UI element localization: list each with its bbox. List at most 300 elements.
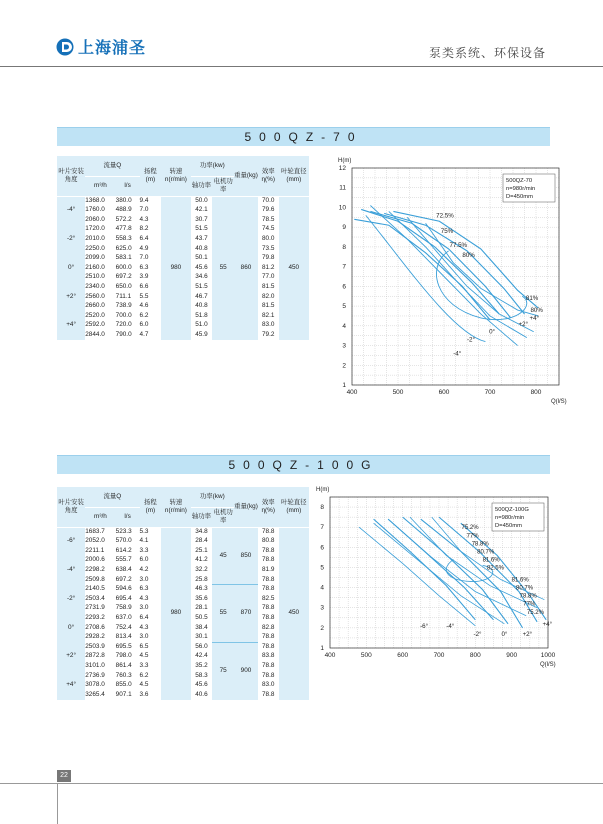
spec-table-500qz-70: [57, 156, 309, 340]
flow-m3h-cell: 1720.0: [85, 225, 115, 235]
y-tick-label: 6: [342, 283, 346, 291]
angle-label: -2°: [473, 630, 482, 638]
flow-m3h-cell: 3078.0: [85, 681, 115, 691]
blade-angle-cell: +4°: [57, 671, 85, 700]
brand-name: 上海浦圣: [78, 40, 147, 57]
head-cell: 3.3: [140, 661, 162, 671]
y-tick-label: 1: [342, 382, 346, 389]
efficiency-cell: 83.0: [258, 321, 279, 331]
shaft-power-cell: 58.3: [191, 671, 213, 681]
header-impeller-diameter: 叶轮直径(mm): [279, 156, 309, 196]
y-tick-label: 9: [342, 224, 346, 232]
efficiency-cell: 78.8: [258, 661, 279, 671]
flow-m3h-cell: 2872.8: [85, 652, 115, 662]
blade-angle-cell: -4°: [57, 196, 85, 225]
y-tick-label: 3: [342, 342, 346, 350]
shaft-power-cell: 51.5: [191, 225, 213, 235]
flow-ls-cell: 738.9: [116, 302, 140, 312]
flow-ls-cell: 861.4: [116, 661, 140, 671]
shaft-power-cell: 40.6: [191, 690, 213, 700]
flow-ls-cell: 720.0: [116, 321, 140, 331]
efficiency-label: 75%: [440, 228, 454, 236]
header-flow-ls: l/s: [116, 176, 140, 196]
efficiency-label: 81.6%: [482, 557, 500, 564]
efficiency-label: 78.8%: [471, 541, 489, 548]
efficiency-cell: 78.8: [258, 671, 279, 681]
angle-label: +2°: [518, 320, 529, 328]
head-cell: 4.3: [140, 215, 162, 225]
flow-m3h-cell: 2052.0: [85, 537, 115, 547]
flow-m3h-cell: 1683.7: [85, 527, 115, 537]
header-head: 扬程(m): [140, 487, 162, 527]
angle-label: +4°: [529, 314, 540, 322]
angle-label: -4°: [453, 350, 462, 358]
flow-m3h-cell: 2140.5: [85, 585, 115, 595]
flow-m3h-cell: 2928.2: [85, 633, 115, 643]
head-cell: 9.4: [140, 196, 162, 206]
efficiency-cell: 78.8: [258, 556, 279, 566]
header-power: 功率(kw): [191, 156, 234, 176]
flow-ls-cell: 711.1: [116, 292, 140, 302]
angle-label: -6°: [420, 622, 429, 630]
efficiency-cell: 83.8: [258, 652, 279, 662]
efficiency-cell: 82.5: [258, 594, 279, 604]
performance-chart-500qz-100g: [310, 488, 555, 678]
header-shaft-power: 轴功率: [191, 507, 213, 527]
flow-m3h-cell: 2660.0: [85, 302, 115, 312]
flow-ls-cell: 570.0: [116, 537, 140, 547]
blade-angle-cell: +4°: [57, 311, 85, 340]
flow-m3h-cell: 1760.0: [85, 206, 115, 216]
shaft-power-cell: 28.1: [191, 604, 213, 614]
shaft-power-cell: 30.1: [191, 633, 213, 643]
efficiency-cell: 79.2: [258, 330, 279, 340]
efficiency-cell: 78.8: [258, 546, 279, 556]
flow-ls-cell: 380.0: [116, 196, 140, 206]
brand-logo: [56, 35, 146, 58]
flow-m3h-cell: 2503.4: [85, 594, 115, 604]
header-flow: 流量Q: [85, 156, 139, 176]
x-tick-label: 1000: [540, 652, 556, 659]
footer-divider: [0, 783, 603, 784]
blade-angle-cell: 0°: [57, 613, 85, 642]
y-tick-label: 12: [338, 165, 346, 172]
table-row: [57, 196, 309, 206]
head-cell: 7.0: [140, 254, 162, 264]
flow-ls-cell: 594.6: [116, 585, 140, 595]
weight-cell: 860: [234, 196, 258, 340]
efficiency-label: 75.2%: [526, 609, 544, 616]
header-speed: 转速n(r/min): [161, 156, 190, 196]
shaft-power-cell: 45.9: [191, 330, 213, 340]
flow-m3h-cell: 2298.2: [85, 565, 115, 575]
x-tick-label: 800: [530, 389, 542, 396]
head-cell: 4.3: [140, 594, 162, 604]
flow-ls-cell: 907.1: [116, 690, 140, 700]
efficiency-cell: 73.5: [258, 244, 279, 254]
flow-m3h-cell: 2592.0: [85, 321, 115, 331]
blade-angle-cell: +2°: [57, 282, 85, 311]
efficiency-cell: 81.5: [258, 282, 279, 292]
blade-angle-cell: -6°: [57, 527, 85, 556]
y-tick-label: 10: [338, 204, 346, 212]
x-tick-label: 600: [438, 389, 450, 396]
flow-ls-cell: 614.2: [116, 546, 140, 556]
y-tick-label: 1: [320, 645, 324, 652]
shaft-power-cell: 46.7: [191, 292, 213, 302]
shaft-power-cell: 43.7: [191, 234, 213, 244]
flow-ls-cell: 600.0: [116, 263, 140, 273]
info-text: D=450mm: [506, 194, 533, 200]
diameter-cell: 450: [279, 527, 309, 700]
page-number: 22: [57, 770, 71, 782]
head-cell: 3.9: [140, 273, 162, 283]
flow-ls-cell: 488.9: [116, 206, 140, 216]
shaft-power-cell: 50.1: [191, 254, 213, 264]
head-cell: 4.2: [140, 565, 162, 575]
blade-angle-cell: -2°: [57, 225, 85, 254]
head-cell: 4.5: [140, 652, 162, 662]
efficiency-cell: 78.8: [258, 585, 279, 595]
y-tick-label: 2: [320, 624, 324, 632]
angle-label: +4°: [542, 620, 553, 628]
x-tick-label: 800: [469, 652, 481, 659]
flow-m3h-cell: 2510.0: [85, 273, 115, 283]
flow-ls-cell: 813.4: [116, 633, 140, 643]
head-cell: 7.0: [140, 206, 162, 216]
flow-m3h-cell: 2736.9: [85, 671, 115, 681]
y-tick-label: 4: [320, 584, 324, 592]
speed-cell: 980: [161, 527, 190, 700]
header-tagline: 泵类系统、环保设备: [428, 46, 546, 60]
header-blade-angle: 叶片安装角度: [57, 487, 85, 527]
shaft-power-cell: 41.2: [191, 556, 213, 566]
x-tick-label: 900: [506, 652, 518, 659]
efficiency-cell: 78.8: [258, 613, 279, 623]
angle-label: +2°: [522, 630, 533, 638]
efficiency-cell: 81.9: [258, 565, 279, 575]
flow-m3h-cell: 2560.0: [85, 292, 115, 302]
shaft-power-cell: 34.6: [191, 273, 213, 283]
shaft-power-cell: 51.8: [191, 311, 213, 321]
shaft-power-cell: 38.4: [191, 623, 213, 633]
head-cell: 3.0: [140, 575, 162, 585]
shaft-power-cell: 40.8: [191, 302, 213, 312]
header-speed: 转速n(r/min): [161, 487, 190, 527]
flow-ls-cell: 477.8: [116, 225, 140, 235]
head-cell: 6.3: [140, 263, 162, 273]
header-motor-power: 电机功率: [212, 507, 234, 527]
flow-ls-cell: 523.3: [116, 527, 140, 537]
header-shaft-power: 轴功率: [191, 176, 213, 196]
shaft-power-cell: 28.4: [191, 537, 213, 547]
head-cell: 4.3: [140, 623, 162, 633]
header-flow-m3h: m³/h: [85, 507, 115, 527]
shaft-power-cell: 35.2: [191, 661, 213, 671]
flow-ls-cell: 638.4: [116, 565, 140, 575]
header-blade-angle: 叶片安装角度: [57, 156, 85, 196]
section-title-500qz-70: 500QZ-70: [57, 127, 550, 146]
flow-m3h-cell: 2000.6: [85, 556, 115, 566]
flow-ls-cell: 583.1: [116, 254, 140, 264]
shaft-power-cell: 51.5: [191, 282, 213, 292]
efficiency-cell: 78.8: [258, 642, 279, 652]
flow-ls-cell: 855.0: [116, 681, 140, 691]
motor-power-cell: 55: [212, 585, 234, 643]
shaft-power-cell: 42.4: [191, 652, 213, 662]
efficiency-label: 80.7%: [477, 549, 495, 556]
shaft-power-cell: 50.0: [191, 196, 213, 206]
efficiency-cell: 80.8: [258, 537, 279, 547]
efficiency-cell: 78.8: [258, 575, 279, 585]
efficiency-label: 80.7%: [516, 585, 534, 592]
x-tick-label: 600: [397, 652, 409, 659]
x-tick-label: 400: [346, 389, 358, 396]
shaft-power-cell: 40.8: [191, 244, 213, 254]
header-flow-m3h: m³/h: [85, 176, 115, 196]
flow-m3h-cell: 3101.0: [85, 661, 115, 671]
flow-ls-cell: 760.3: [116, 671, 140, 681]
efficiency-cell: 70.0: [258, 196, 279, 206]
y-tick-label: 2: [342, 362, 346, 370]
shaft-power-cell: 35.6: [191, 594, 213, 604]
efficiency-cell: 79.8: [258, 254, 279, 264]
head-cell: 4.5: [140, 681, 162, 691]
angle-label: -2°: [467, 336, 475, 344]
flow-m3h-cell: 1368.0: [85, 196, 115, 206]
y-tick-label: 7: [342, 263, 346, 271]
weight-cell: 900: [234, 642, 258, 700]
shaft-power-cell: 42.1: [191, 206, 213, 216]
y-tick-label: 5: [342, 303, 346, 311]
header-efficiency: 效率η(%): [258, 156, 279, 196]
flow-m3h-cell: 2520.0: [85, 311, 115, 321]
motor-power-cell: 55: [212, 196, 234, 340]
efficiency-label: 72.5%: [436, 212, 454, 220]
efficiency-cell: 81.2: [258, 263, 279, 273]
efficiency-cell: 74.5: [258, 225, 279, 235]
angle-label: -4°: [446, 622, 455, 630]
angle-label: 0°: [501, 630, 508, 638]
blade-angle-cell: -2°: [57, 585, 85, 614]
flow-m3h-cell: 2340.0: [85, 282, 115, 292]
efficiency-cell: 83.0: [258, 681, 279, 691]
flow-ls-cell: 697.2: [116, 575, 140, 585]
blade-angle-cell: -4°: [57, 556, 85, 585]
blade-angle-cell: +2°: [57, 642, 85, 671]
shaft-power-cell: 30.7: [191, 215, 213, 225]
shaft-power-cell: 32.2: [191, 565, 213, 575]
header-motor-power: 电机功率: [212, 176, 234, 196]
flow-m3h-cell: 2160.0: [85, 263, 115, 273]
shaft-power-cell: 46.3: [191, 585, 213, 595]
y-tick-label: 4: [342, 322, 346, 330]
flow-m3h-cell: 2099.0: [85, 254, 115, 264]
info-text: 500QZ-70: [506, 178, 533, 184]
efficiency-cell: 82.8: [258, 623, 279, 633]
footer-margin-line: [57, 783, 58, 824]
motor-power-cell: 75: [212, 642, 234, 700]
header-impeller-diameter: 叶轮直径(mm): [279, 487, 309, 527]
head-cell: 4.7: [140, 330, 162, 340]
x-tick-label: 700: [484, 389, 496, 396]
efficiency-cell: 81.5: [258, 302, 279, 312]
flow-m3h-cell: 2250.0: [85, 244, 115, 254]
head-cell: 6.3: [140, 585, 162, 595]
flow-ls-cell: 752.4: [116, 623, 140, 633]
head-cell: 3.0: [140, 633, 162, 643]
section-title-500qz-100g: 500QZ-100G: [57, 455, 550, 474]
efficiency-cell: 78.5: [258, 215, 279, 225]
x-tick-label: 500: [360, 652, 372, 659]
head-cell: 4.6: [140, 302, 162, 312]
weight-cell: 870: [234, 585, 258, 643]
y-tick-label: 6: [320, 544, 324, 552]
header-flow-ls: l/s: [116, 507, 140, 527]
spec-table-500qz-100g: [57, 487, 309, 700]
efficiency-cell: 78.8: [258, 527, 279, 537]
head-cell: 6.5: [140, 642, 162, 652]
head-cell: 4.1: [140, 537, 162, 547]
flow-ls-cell: 697.2: [116, 273, 140, 283]
head-cell: 4.9: [140, 244, 162, 254]
head-cell: 6.2: [140, 671, 162, 681]
y-axis-label: H(m): [316, 487, 330, 493]
efficiency-cell: 82.1: [258, 311, 279, 321]
x-tick-label: 500: [392, 389, 404, 396]
efficiency-label: 81.6%: [511, 577, 529, 584]
info-text: n=980r/min: [506, 186, 536, 192]
efficiency-label: 75.2%: [461, 525, 479, 532]
shaft-power-cell: 45.6: [191, 681, 213, 691]
shaft-power-cell: 25.1: [191, 546, 213, 556]
efficiency-label: 77%: [466, 533, 479, 540]
head-cell: 6.0: [140, 321, 162, 331]
shaft-power-cell: 25.8: [191, 575, 213, 585]
flow-ls-cell: 558.3: [116, 234, 140, 244]
flow-ls-cell: 758.9: [116, 604, 140, 614]
efficiency-cell: 77.0: [258, 273, 279, 283]
y-tick-label: 5: [320, 564, 324, 572]
info-text: n=980r/min: [495, 515, 525, 521]
flow-ls-cell: 637.0: [116, 613, 140, 623]
performance-chart-500qz-70: [310, 155, 567, 410]
shaft-power-cell: 50.5: [191, 613, 213, 623]
flow-m3h-cell: 2731.9: [85, 604, 115, 614]
flow-ls-cell: 695.4: [116, 594, 140, 604]
table-row: [57, 527, 309, 537]
head-cell: 8.2: [140, 225, 162, 235]
flow-ls-cell: 798.0: [116, 652, 140, 662]
flow-ls-cell: 572.2: [116, 215, 140, 225]
flow-m3h-cell: 2211.1: [85, 546, 115, 556]
flow-ls-cell: 625.0: [116, 244, 140, 254]
efficiency-curve: [359, 527, 475, 626]
flow-m3h-cell: 2509.8: [85, 575, 115, 585]
efficiency-cell: 78.8: [258, 604, 279, 614]
y-tick-label: 7: [320, 524, 324, 532]
efficiency-label: 78.8%: [519, 593, 537, 600]
efficiency-cell: 79.6: [258, 206, 279, 216]
y-axis-label: H(m): [338, 158, 352, 164]
flow-m3h-cell: 2060.0: [85, 215, 115, 225]
head-cell: 6.4: [140, 234, 162, 244]
flow-m3h-cell: 2503.9: [85, 642, 115, 652]
diameter-cell: 450: [279, 196, 309, 340]
x-axis-label: Q(l/S): [551, 399, 567, 405]
y-tick-label: 8: [320, 504, 324, 512]
logo-icon: [56, 38, 74, 56]
blade-angle-cell: 0°: [57, 254, 85, 283]
info-text: 500QZ-100G: [495, 507, 529, 513]
angle-label: 0°: [489, 328, 496, 336]
flow-ls-cell: 650.0: [116, 282, 140, 292]
shaft-power-cell: 34.8: [191, 527, 213, 537]
speed-cell: 980: [161, 196, 190, 340]
info-text: D=450mm: [495, 523, 522, 529]
head-cell: 3.0: [140, 604, 162, 614]
efficiency-label: 77.5%: [449, 241, 468, 249]
head-cell: 5.3: [140, 527, 162, 537]
x-tick-label: 700: [433, 652, 445, 659]
flow-ls-cell: 700.0: [116, 311, 140, 321]
head-cell: 6.4: [140, 613, 162, 623]
head-cell: 6.0: [140, 556, 162, 566]
flow-m3h-cell: 2293.2: [85, 613, 115, 623]
efficiency-cell: 78.8: [258, 633, 279, 643]
head-cell: 3.3: [140, 546, 162, 556]
flow-ls-cell: 555.7: [116, 556, 140, 566]
x-axis-label: Q(l/S): [540, 662, 556, 668]
y-tick-label: 11: [339, 184, 346, 192]
head-cell: 6.2: [140, 311, 162, 321]
header-head: 扬程(m): [140, 156, 162, 196]
head-cell: 5.5: [140, 292, 162, 302]
efficiency-label: 82.5%: [486, 565, 504, 572]
efficiency-label: 81%: [525, 295, 539, 303]
y-tick-label: 3: [320, 604, 324, 612]
flow-m3h-cell: 2844.0: [85, 330, 115, 340]
head-cell: 3.6: [140, 690, 162, 700]
flow-m3h-cell: 2010.0: [85, 234, 115, 244]
header-weight: 重量(kg): [234, 156, 258, 196]
header-power: 功率(kw): [191, 487, 234, 507]
flow-ls-cell: 790.0: [116, 330, 140, 340]
header-efficiency: 效率η(%): [258, 487, 279, 527]
x-tick-label: 400: [324, 652, 336, 659]
efficiency-label: 77%: [523, 601, 536, 608]
header-divider: [0, 66, 603, 67]
shaft-power-cell: 45.6: [191, 263, 213, 273]
y-tick-label: 8: [342, 243, 346, 251]
efficiency-label: 80%: [530, 307, 543, 315]
shaft-power-cell: 56.0: [191, 642, 213, 652]
flow-m3h-cell: 2708.6: [85, 623, 115, 633]
efficiency-cell: 80.0: [258, 234, 279, 244]
motor-power-cell: 45: [212, 527, 234, 585]
weight-cell: 850: [234, 527, 258, 585]
header-weight: 重量(kg): [234, 487, 258, 527]
efficiency-label: 80%: [462, 251, 475, 259]
shaft-power-cell: 51.0: [191, 321, 213, 331]
head-cell: 6.6: [140, 282, 162, 292]
flow-m3h-cell: 3265.4: [85, 690, 115, 700]
header-flow: 流量Q: [85, 487, 139, 507]
head-curve: [374, 519, 476, 620]
flow-ls-cell: 695.5: [116, 642, 140, 652]
efficiency-cell: 78.8: [258, 690, 279, 700]
efficiency-cell: 82.0: [258, 292, 279, 302]
